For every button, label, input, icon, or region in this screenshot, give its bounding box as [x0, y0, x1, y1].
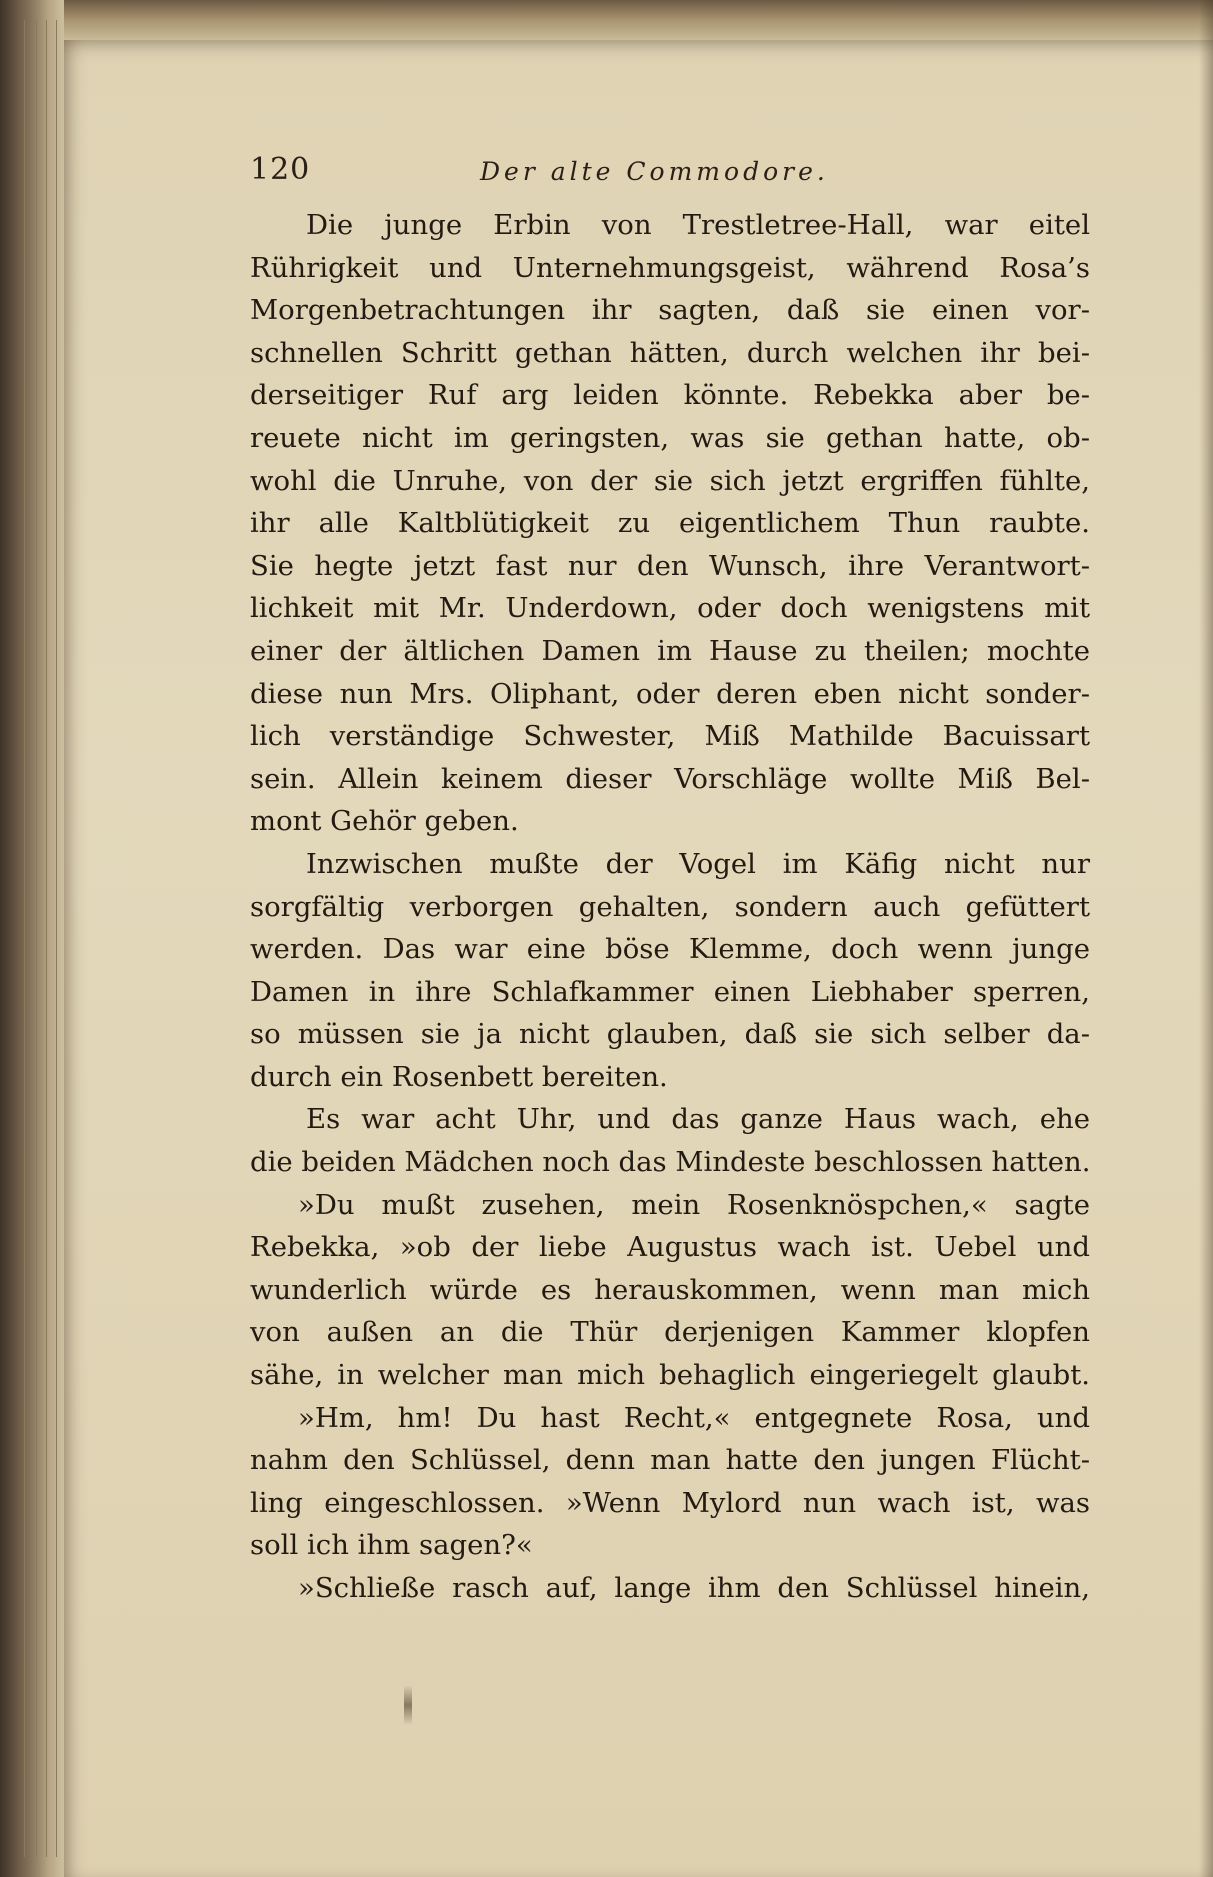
page-edge	[36, 20, 37, 1857]
text-line: einer der ältlichen Damen im Hause zu theilen; mochte	[250, 634, 1090, 667]
page-edge	[56, 20, 57, 1857]
text-line: lichkeit mit Mr. Underdown, oder doch wenigstens mit	[250, 592, 1090, 625]
text-line: werden. Das war eine böse Klemme, doch wenn junge	[250, 933, 1090, 966]
text-line: nahm den Schlüssel, denn man hatte den jungen Flücht-	[250, 1444, 1090, 1477]
text-line: von außen an die Thür derjenigen Kammer klopfen	[250, 1316, 1090, 1349]
text-line: Morgenbetrachtungen ihr sagten, daß sie einen vor-	[250, 294, 1090, 327]
text-line: durch ein Rosenbett bereiten.	[250, 1060, 668, 1093]
page-number: 120	[250, 152, 311, 187]
text-line: Die junge Erbin von Trestletree-Hall, war eitel	[306, 209, 1090, 241]
text-line: Damen in ihre Schlafkammer einen Liebhaber sperren,	[250, 975, 1090, 1008]
page-edge	[24, 20, 25, 1857]
text-line: derseitiger Ruf arg leiden könnte. Rebekka aber be-	[250, 379, 1090, 412]
page-edge	[46, 20, 47, 1857]
text-line: Sie hegte jetzt fast nur den Wunsch, ihre Verantwort-	[250, 549, 1090, 582]
text-line: diese nun Mrs. Oliphant, oder deren eben nicht sonder-	[250, 677, 1090, 710]
page-gutter-shadow	[1199, 0, 1213, 1877]
text-line: Rebekka, »ob der liebe Augustus wach ist. Uebel und	[250, 1231, 1090, 1264]
text-line: sorgfältig verborgen gehalten, sondern auch gefüttert	[250, 890, 1090, 923]
text-line: so müssen sie ja nicht glauben, daß sie sich selber da-	[250, 1018, 1090, 1051]
text-line: »Du mußt zusehen, mein Rosenknöspchen,« sagte	[298, 1188, 1090, 1221]
running-head: Der alte Commodore.	[480, 157, 829, 186]
text-line: schnellen Schritt gethan hätten, durch welchen ihr bei-	[250, 336, 1090, 369]
page-top-edge	[64, 0, 1213, 44]
text-line: Es war acht Uhr, und das ganze Haus wach, ehe	[306, 1103, 1090, 1136]
text-line: wohl die Unruhe, von der sie sich jetzt ergriffen fühlte,	[250, 464, 1090, 497]
text-line: die beiden Mädchen noch das Mindeste beschlossen hatten.	[250, 1146, 1091, 1179]
page-header	[250, 150, 950, 190]
text-line: mont Gehör geben.	[250, 805, 519, 838]
text-line: Rührigkeit und Unternehmungsgeist, während Rosa’s	[250, 251, 1090, 284]
text-line: »Hm, hm! Du hast Recht,« entgegnete Rosa, und	[298, 1401, 1090, 1434]
text-line: lich verständige Schwester, Miß Mathilde Bacuissart	[250, 720, 1090, 753]
text-line: sähe, in welcher man mich behaglich eingeriegelt glaubt.	[250, 1359, 1090, 1392]
ink-smudge	[404, 1685, 412, 1725]
text-line: »Schließe rasch auf, lange ihm den Schlüssel hinein,	[298, 1572, 1090, 1604]
text-line: reuete nicht im geringsten, was sie gethan hatte, ob-	[250, 421, 1090, 454]
text-line: sein. Allein keinem dieser Vorschläge wollte Miß Bel-	[250, 762, 1090, 795]
text-line: ling eingeschlossen. »Wenn Mylord nun wach ist, was	[250, 1486, 1090, 1519]
text-line: ihr alle Kaltblütigkeit zu eigentlichem Thun raubte.	[250, 507, 1090, 540]
text-line: wunderlich würde es herauskommen, wenn man mich	[250, 1273, 1090, 1306]
text-line: Inzwischen mußte der Vogel im Käfig nicht nur	[306, 847, 1090, 880]
body-text	[250, 204, 1090, 1610]
text-line: soll ich ihm sagen?«	[250, 1529, 533, 1562]
